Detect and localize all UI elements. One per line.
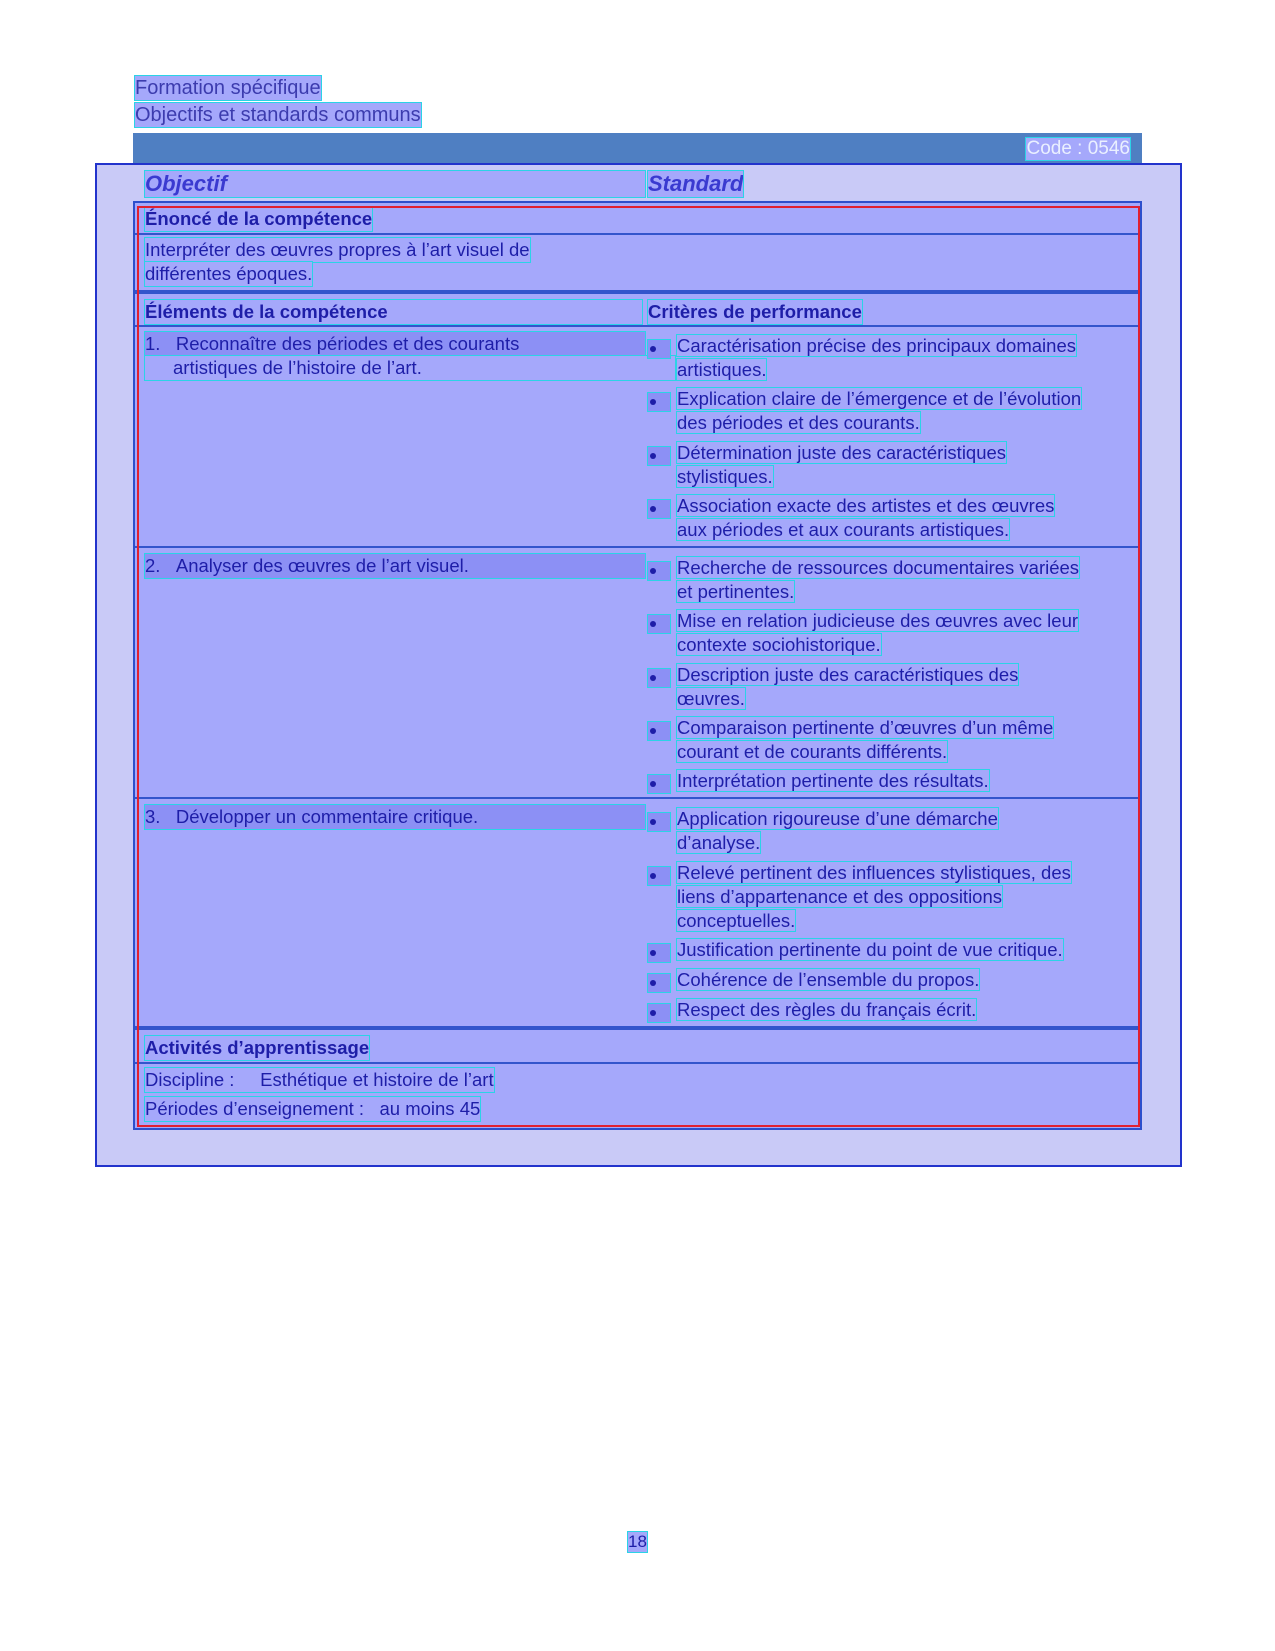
divider [135, 546, 1140, 548]
competency-code: Code : 0546 [1026, 138, 1130, 159]
element-row-3 [145, 805, 645, 829]
activites-heading: Activités d’apprentissage [145, 1037, 370, 1058]
criterion: Comparaison pertinente d’œuvres d’un même courant et de courants différents. [677, 717, 1054, 762]
divider [135, 325, 1140, 327]
divider [135, 1062, 1140, 1064]
section-divider [135, 290, 1140, 294]
bullet-icon [648, 500, 670, 518]
bullet-icon [648, 867, 670, 885]
element-row-2 [145, 554, 645, 578]
section-title: Objectifs et standards communs [135, 104, 421, 126]
periodes-value: au moins 45 [379, 1098, 481, 1119]
element-number: 3. [145, 806, 161, 827]
enonce-text-line: différentes époques. [145, 263, 313, 284]
discipline-label: Discipline : [145, 1069, 235, 1090]
criterion: Mise en relation judicieuse des œuvres avec leur contexte sociohistorique. [677, 610, 1079, 655]
discipline-row [145, 1068, 494, 1092]
criterion: Cohérence de l’ensemble du propos. [677, 969, 980, 990]
criterion: Interprétation pertinente des résultats. [677, 770, 989, 791]
bullet-icon [648, 562, 670, 580]
element-number: 2. [145, 555, 161, 576]
element-text: Analyser des œuvres de l’art visuel. [175, 555, 469, 576]
element-row-1 [145, 332, 645, 356]
bullet-icon [648, 1004, 670, 1022]
section-divider [135, 1026, 1140, 1030]
criterion: Description juste des caractéristiques des œuvres. [677, 664, 1019, 709]
enonce-text-line: Interpréter des œuvres propres à l’art visuel de [145, 239, 530, 260]
periodes-row [145, 1097, 480, 1121]
bullet-icon [648, 340, 670, 358]
criterion: Respect des règles du français écrit. [677, 999, 977, 1020]
criteria-heading: Critères de performance [648, 301, 862, 322]
bullet-icon [648, 447, 670, 465]
code-bar [133, 133, 1142, 163]
bullet-icon [648, 974, 670, 992]
element-text: Développer un commentaire critique. [175, 806, 479, 827]
bullet-icon [648, 669, 670, 687]
bullet-icon [648, 393, 670, 411]
bullet-icon [648, 615, 670, 633]
elements-heading: Éléments de la compétence [145, 300, 642, 324]
bullet-icon [648, 944, 670, 962]
criterion: Application rigoureuse d’une démarche d’analyse. [677, 808, 998, 853]
enonce-heading: Énoncé de la compétence [145, 208, 373, 229]
criterion: Détermination juste des caractéristiques stylistiques. [677, 442, 1007, 487]
bullet-icon [648, 775, 670, 793]
element-text: Reconnaître des périodes et des courants [175, 333, 520, 354]
standard-column-heading: Standard [648, 171, 744, 196]
criterion: Recherche de ressources documentaires variées et pertinentes. [677, 557, 1080, 602]
objectif-column-heading: Objectif [145, 171, 645, 197]
element-text-continued: artistiques de l’histoire de l’art. [145, 356, 675, 380]
program-title: Formation spécifique [135, 77, 321, 99]
bullet-icon [648, 813, 670, 831]
criterion: Relevé pertinent des influences stylistiques, des liens d’appartenance et des oppositions conceptuelles. [677, 862, 1071, 931]
bullet-icon [648, 722, 670, 740]
page-number: 18 [628, 1532, 647, 1551]
element-number: 1. [145, 333, 161, 354]
criterion: Explication claire de l’émergence et de l’évolution des périodes et des courants. [677, 388, 1082, 433]
periodes-label: Périodes d’enseignement : [145, 1098, 365, 1119]
discipline-value: Esthétique et histoire de l’art [260, 1069, 494, 1090]
criterion: Association exacte des artistes et des œuvres aux périodes et aux courants artistiques. [677, 495, 1055, 540]
divider [135, 233, 1140, 235]
divider [135, 797, 1140, 799]
criterion: Caractérisation précise des principaux domaines artistiques. [677, 335, 1076, 380]
criterion: Justification pertinente du point de vue critique. [677, 939, 1063, 960]
